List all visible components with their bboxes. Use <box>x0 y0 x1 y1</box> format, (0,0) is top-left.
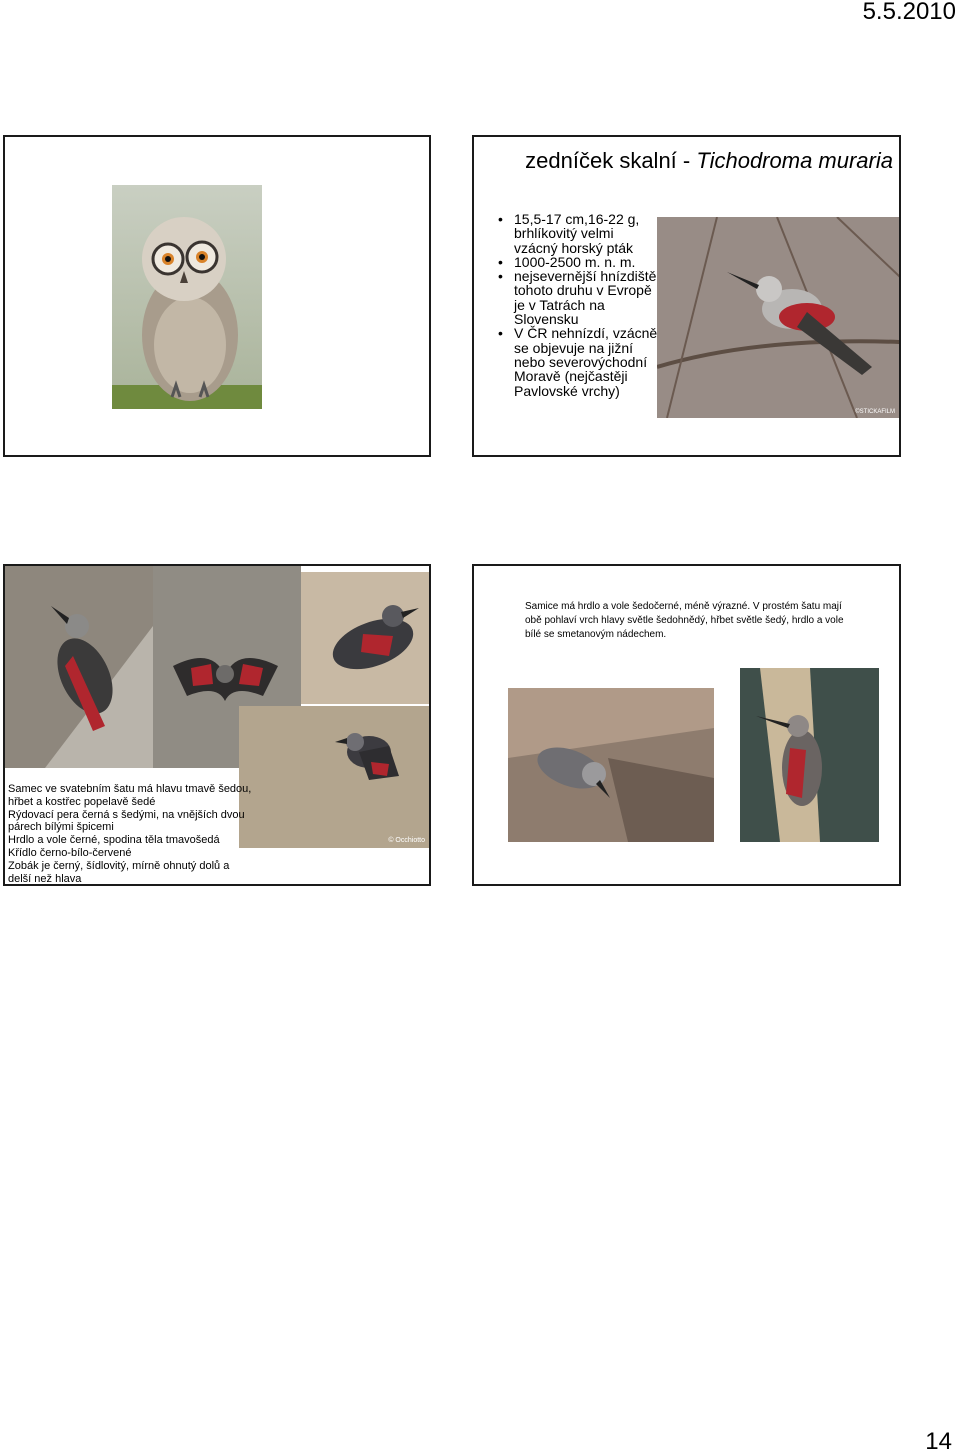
text-line: delší než hlava <box>8 872 82 885</box>
page-number: 14 <box>925 1428 952 1455</box>
text-line: Rýdovací pera černá s šedými, na vnějších dvou <box>8 808 245 821</box>
slide-title <box>474 147 893 175</box>
text-line: Křídlo černo-bílo-červené <box>8 846 132 859</box>
wallcreeper-trunk-photo <box>740 668 879 842</box>
title-common-name: zedníček skalní - <box>525 148 697 173</box>
slide-owl <box>3 135 431 457</box>
list-item: • 15,5-17 cm,16-22 g, brhlíkovitý velmi vzácný horský pták <box>498 212 658 255</box>
owl-photo <box>112 185 262 409</box>
female-description: Samice má hrdlo a vole šedočerné, méně výrazné. V prostém šatu mají obě pohlaví vrch hlavy světle šedohnědý, hřbet světle šedý, hrdlo a vole bílé se smetanovým nádechem. <box>525 601 844 640</box>
text-line: Samec ve svatebním šatu má hlavu tmavě šedou, <box>8 783 252 795</box>
slide-wallcreeper-intro <box>472 135 901 457</box>
male-description <box>8 783 252 885</box>
wallcreeper-rock-photo-1 <box>5 566 153 768</box>
text-line: párech bílými špicemi <box>8 821 114 834</box>
list-item: • V ČR nehnízdí, vzácně se objevuje na jižní nebo severovýchodní Moravě (nejčastěji Pavlovské vrchy) <box>498 326 658 397</box>
wallcreeper-rock-photo-3 <box>301 572 431 704</box>
photo-watermark: © Occhiotto <box>388 837 425 844</box>
title-scientific-name: Tichodroma muraria <box>696 148 893 173</box>
list-item: • 1000-2500 m. n. m. <box>498 255 658 269</box>
wallcreeper-ledge-photo <box>508 688 714 842</box>
slide-male-description <box>3 564 431 886</box>
print-date: 5.5.2010 <box>862 0 956 25</box>
text-line: hřbet a kostřec popelavě šedé <box>8 795 156 808</box>
wallcreeper-rock-photo-4 <box>239 706 431 848</box>
list-item: • nejsevernější hnízdiště tohoto druhu v Evropě je v Tatrách na Slovensku <box>498 269 658 326</box>
text-line: Zobák je černý, šídlovitý, mírně ohnutý dolů a <box>8 859 230 872</box>
text-line: Hrdlo a vole černé, spodina těla tmavošedá <box>8 834 220 847</box>
photo-watermark: ©STICKAFILM <box>855 409 895 415</box>
wallcreeper-on-branch-photo <box>657 217 900 418</box>
fact-list <box>498 212 658 398</box>
slide-female-description <box>472 564 901 886</box>
